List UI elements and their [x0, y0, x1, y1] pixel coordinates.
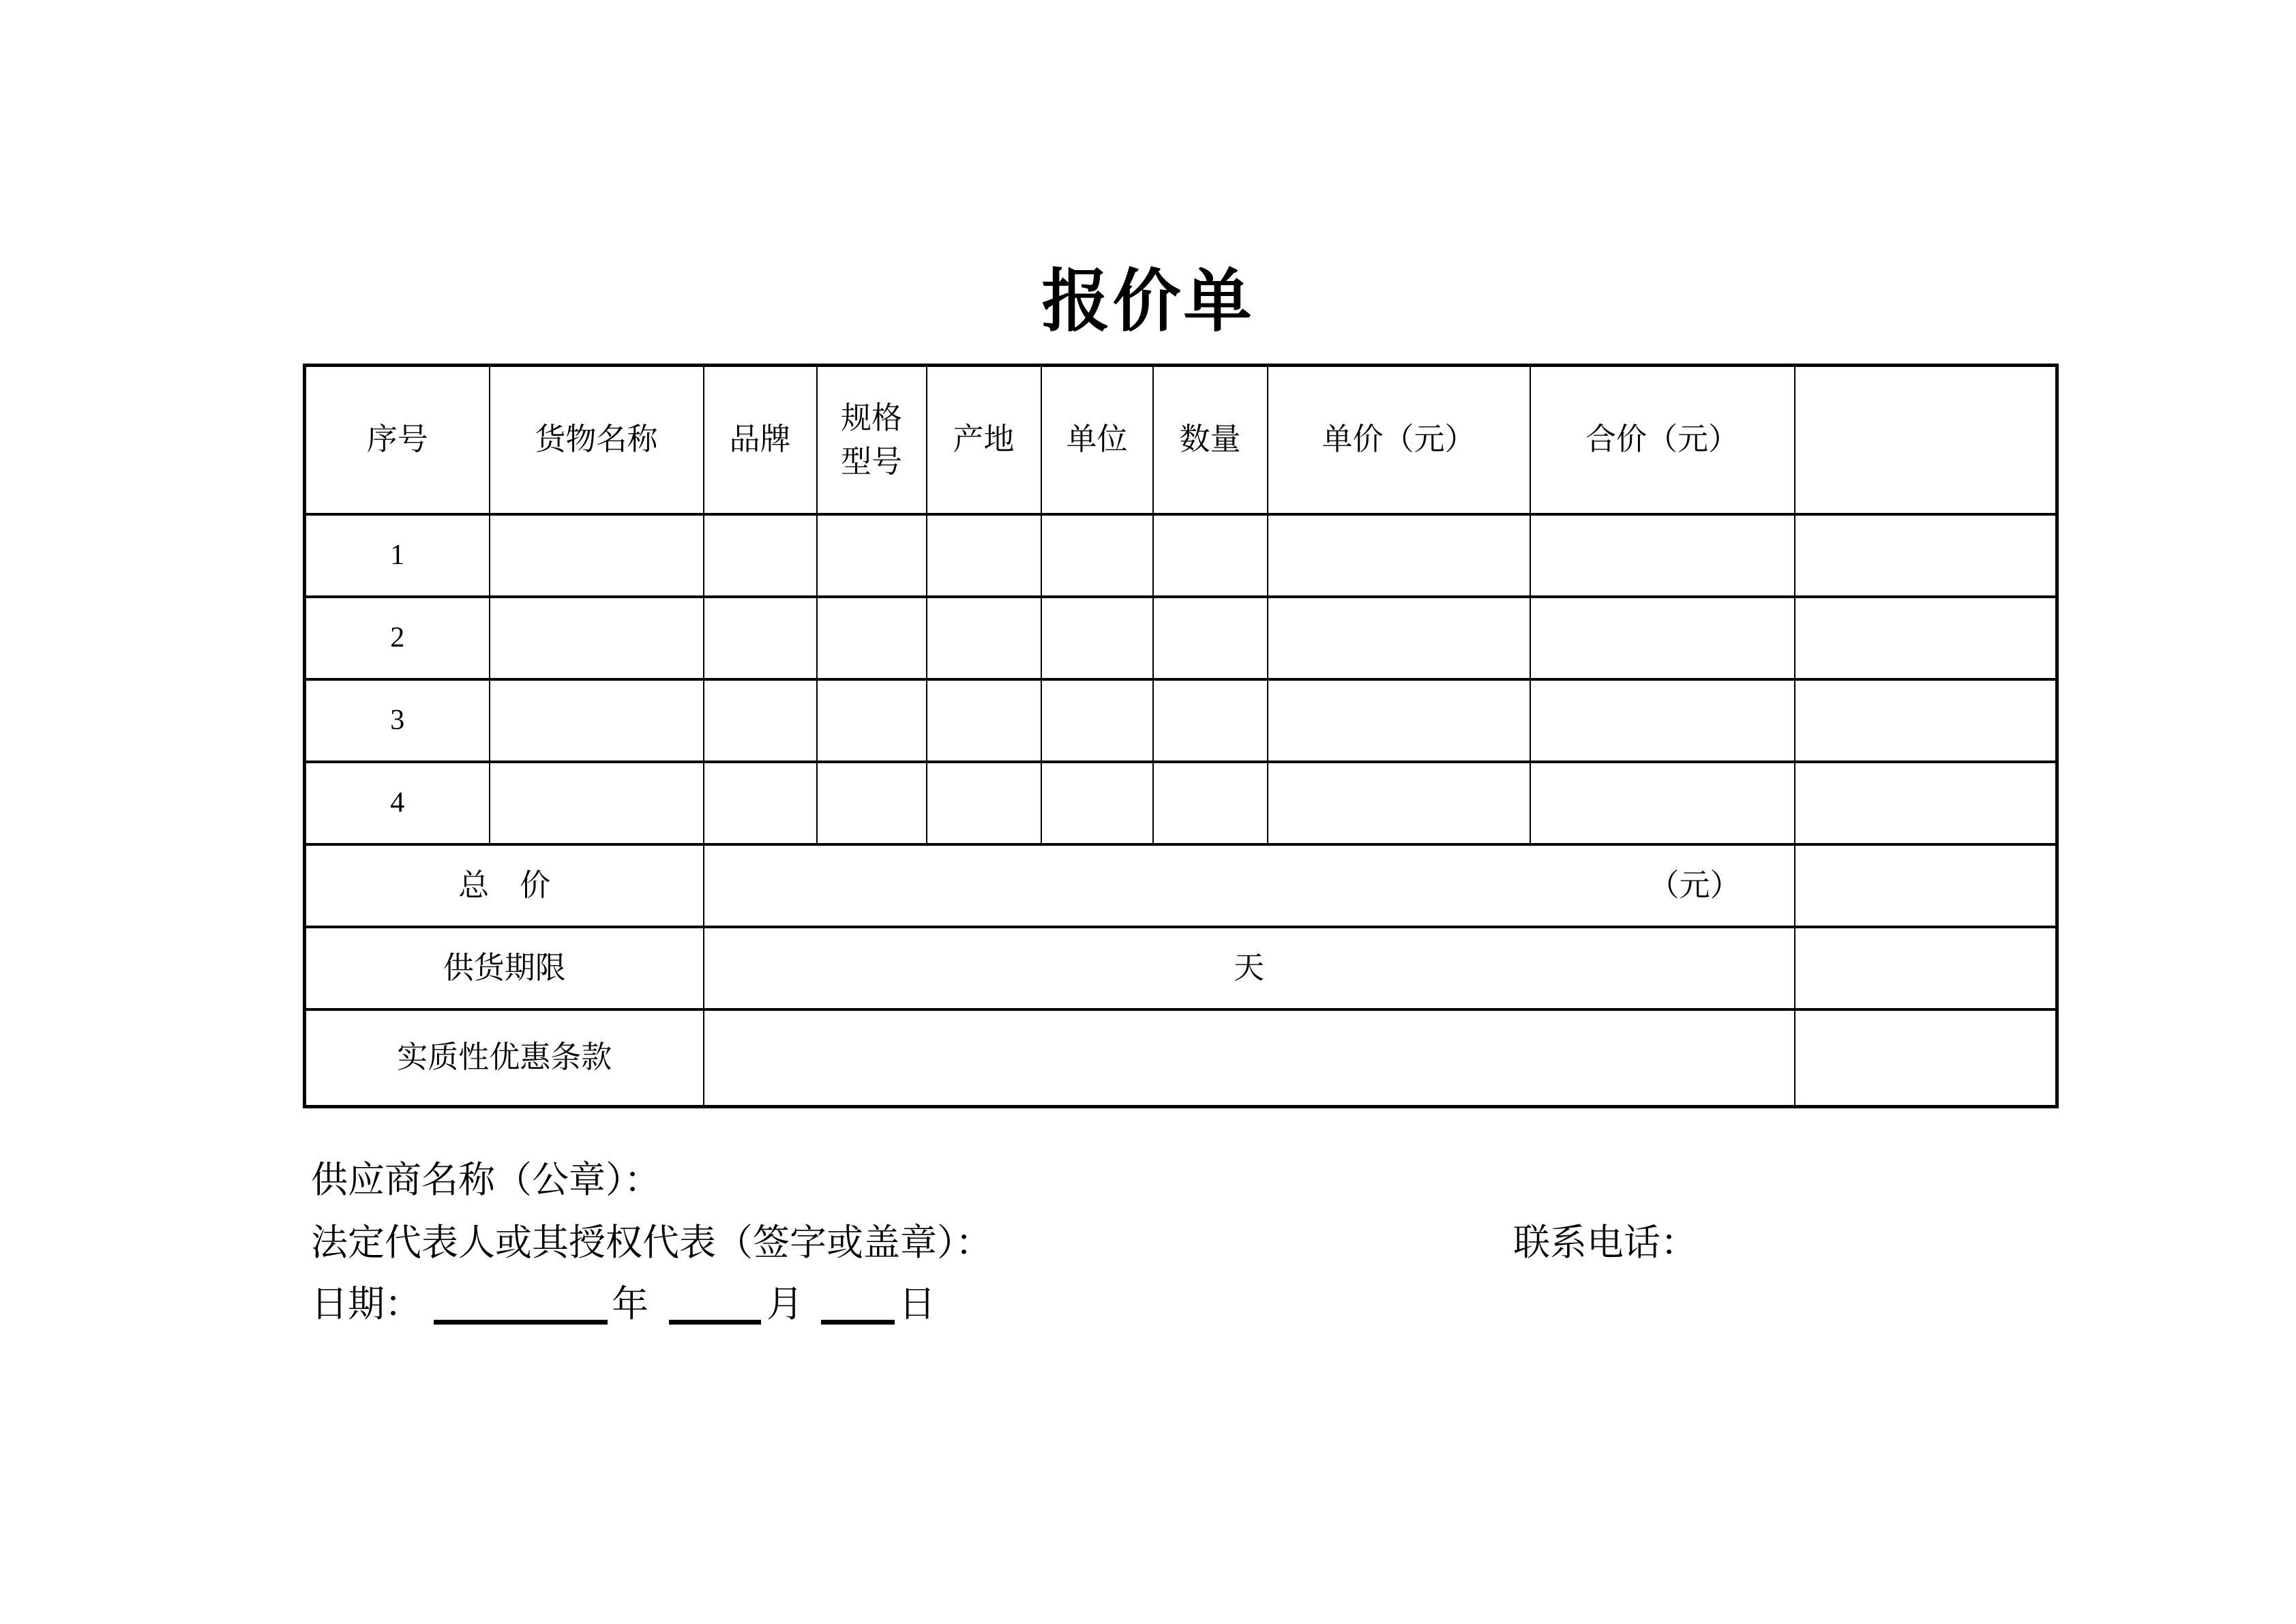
preferential-terms-value-cell[interactable]: [704, 1009, 1795, 1107]
header-cell-extra-blank[interactable]: [1795, 366, 2057, 514]
item-row-3: [305, 679, 2057, 762]
phone-label: 联系电话：: [1513, 1222, 1697, 1263]
empty-cell[interactable]: [1795, 1009, 2057, 1107]
representative-line: [311, 1221, 992, 1265]
header-cell-total-price: 合价（元）: [1530, 366, 1795, 514]
empty-cell[interactable]: [490, 679, 704, 762]
empty-cell[interactable]: [490, 762, 704, 844]
spec-model-line2: 型号: [840, 444, 902, 479]
representative-label: 法定代表人或其授权代表（签字或盖章）：: [311, 1222, 992, 1263]
empty-cell[interactable]: [1530, 679, 1795, 762]
supplier-name-line: [311, 1158, 661, 1202]
empty-cell[interactable]: [1530, 762, 1795, 844]
preferential-terms-row: [305, 1009, 2057, 1107]
supplier-name-label: 供应商名称（公章）：: [311, 1160, 661, 1200]
date-month-blank[interactable]: [669, 1295, 761, 1325]
date-label: 日期：: [311, 1284, 421, 1325]
month-label: 月: [766, 1284, 803, 1325]
total-price-label: 总 价: [305, 844, 704, 927]
item-row-4: [305, 762, 2057, 844]
empty-cell[interactable]: [1041, 679, 1153, 762]
empty-cell[interactable]: [927, 679, 1041, 762]
empty-cell[interactable]: [1041, 597, 1153, 679]
empty-cell[interactable]: [1153, 762, 1268, 844]
empty-cell[interactable]: [817, 597, 927, 679]
empty-cell[interactable]: [704, 679, 817, 762]
empty-cell[interactable]: [1268, 514, 1530, 597]
supply-period-row: [305, 927, 2057, 1009]
year-label: 年: [612, 1284, 648, 1325]
row-number-cell: 1: [305, 514, 490, 597]
total-price-value-cell[interactable]: （元）: [704, 844, 1795, 927]
day-label: 日: [899, 1284, 936, 1325]
item-row-2: [305, 597, 2057, 679]
header-cell-brand: 品牌: [704, 366, 817, 514]
empty-cell[interactable]: [1530, 514, 1795, 597]
empty-cell[interactable]: [1268, 679, 1530, 762]
empty-cell[interactable]: [704, 597, 817, 679]
empty-cell[interactable]: [1795, 679, 2057, 762]
supply-period-label: 供货期限: [305, 927, 704, 1009]
empty-cell[interactable]: [927, 762, 1041, 844]
empty-cell[interactable]: [1268, 762, 1530, 844]
empty-cell[interactable]: [1795, 844, 2057, 927]
header-cell-spec-model: [817, 366, 927, 514]
empty-cell[interactable]: [1041, 514, 1153, 597]
empty-cell[interactable]: [1268, 597, 1530, 679]
empty-cell[interactable]: [490, 597, 704, 679]
empty-cell[interactable]: [817, 762, 927, 844]
header-cell-serial: 序号: [305, 366, 490, 514]
phone-line: [1513, 1221, 1697, 1265]
empty-cell[interactable]: [1153, 679, 1268, 762]
table-header-row: [305, 366, 2057, 514]
empty-cell[interactable]: [1530, 597, 1795, 679]
total-price-row: [305, 844, 2057, 927]
supply-period-value-cell[interactable]: 天: [704, 927, 1795, 1009]
date-year-blank[interactable]: [434, 1295, 608, 1325]
date-day-blank[interactable]: [821, 1295, 895, 1325]
empty-cell[interactable]: [1795, 762, 2057, 844]
item-row-1: [305, 514, 2057, 597]
empty-cell[interactable]: [817, 514, 927, 597]
empty-cell[interactable]: [490, 514, 704, 597]
spec-model-line1: 规格: [840, 400, 902, 435]
empty-cell[interactable]: [1041, 762, 1153, 844]
row-number-cell: 3: [305, 679, 490, 762]
quotation-table: [303, 364, 2059, 1108]
empty-cell[interactable]: [1153, 514, 1268, 597]
header-cell-quantity: 数量: [1153, 366, 1268, 514]
preferential-terms-label: 实质性优惠条款: [305, 1009, 704, 1107]
empty-cell[interactable]: [927, 597, 1041, 679]
date-line: [311, 1282, 936, 1326]
header-cell-unit-price: 单价（元）: [1268, 366, 1530, 514]
page-title: 报价单: [1041, 264, 1255, 340]
empty-cell[interactable]: [1795, 927, 2057, 1009]
empty-cell[interactable]: [927, 514, 1041, 597]
empty-cell[interactable]: [704, 514, 817, 597]
header-cell-goods-name: 货物名称: [490, 366, 704, 514]
empty-cell[interactable]: [817, 679, 927, 762]
row-number-cell: 4: [305, 762, 490, 844]
empty-cell[interactable]: [1153, 597, 1268, 679]
empty-cell[interactable]: [704, 762, 817, 844]
empty-cell[interactable]: [1795, 597, 2057, 679]
empty-cell[interactable]: [1795, 514, 2057, 597]
header-cell-origin: 产地: [927, 366, 1041, 514]
header-cell-unit: 单位: [1041, 366, 1153, 514]
row-number-cell: 2: [305, 597, 490, 679]
